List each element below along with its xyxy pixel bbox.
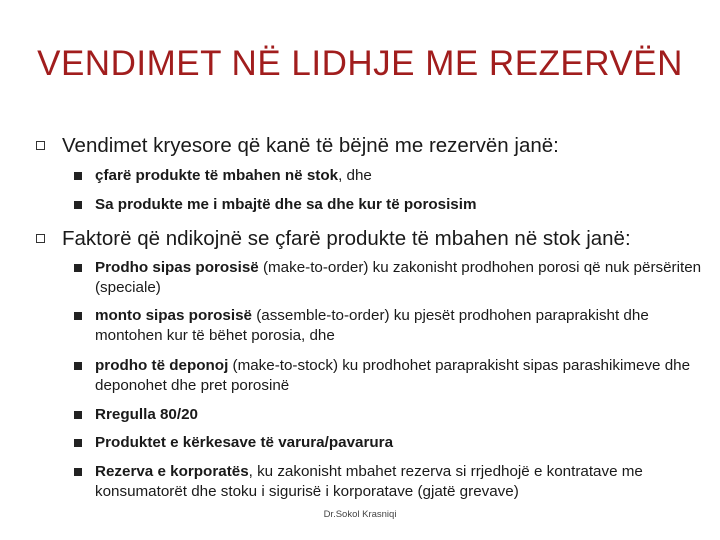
item-bold: Produktet e kërkesave të varura/pavarura <box>95 434 394 451</box>
item-rest: , ku zakonisht mbahet rezerva si rrjedhojë e kontratave me konsumatorët dhe stoku i sigurisë i korporatave (gjatë grevave) <box>95 463 643 500</box>
item-rest: (assemble-to-order) ku pjesët prodhohen paraprakisht dhe montohen kur të bëhet porosia, dhe <box>95 307 649 344</box>
section1-item-text <box>74 166 704 186</box>
section2-heading-text: Faktorë që ndikojnë se çfarë produkte të mbahen në stok janë: <box>62 227 631 250</box>
item-rest: (make-to-order) ku zakonisht prodhohen porosi që nuk përsëriten (speciale) <box>95 259 702 296</box>
section1-heading-text: Vendimet kryesore që kanë të bëjnë me rezervën janë: <box>62 134 559 157</box>
section2-item-text <box>74 405 704 425</box>
section2-item-text <box>74 306 704 345</box>
hollow-square-bullet-icon <box>36 234 45 243</box>
item-bold: Prodho sipas porosisë <box>95 259 259 276</box>
section1-heading <box>36 134 696 158</box>
footer-author: Dr.Sokol Krasniqi <box>323 509 397 520</box>
square-bullet-icon <box>74 312 82 320</box>
item-bold: Rregulla 80/20 <box>95 406 198 423</box>
item-rest: , dhe <box>338 167 372 184</box>
section1-item <box>74 195 704 215</box>
item-bold: çfarë produkte të mbahen në stok <box>95 167 339 184</box>
section2-item <box>74 433 704 453</box>
square-bullet-icon <box>74 201 82 209</box>
square-bullet-icon <box>74 362 82 370</box>
hollow-square-bullet-icon <box>36 141 45 150</box>
section2-item-text <box>74 433 704 453</box>
square-bullet-icon <box>74 439 82 447</box>
square-bullet-icon <box>74 172 82 180</box>
section1-item-text <box>74 195 704 215</box>
item-bold: Sa produkte me i mbajtë dhe sa dhe kur të porosisim <box>95 196 477 213</box>
section2-item <box>74 258 704 297</box>
section2-item-text <box>74 258 704 297</box>
section1-item <box>74 166 704 186</box>
slide-title: VENDIMET NË LIDHJE ME REZERVËN <box>37 44 683 83</box>
square-bullet-icon <box>74 264 82 272</box>
item-bold: monto sipas porosisë <box>95 307 252 324</box>
item-bold: prodho të deponoj <box>95 357 229 374</box>
section2-item-text <box>74 462 704 501</box>
section2-item <box>74 405 704 425</box>
section2-item <box>74 356 704 395</box>
section2-item <box>74 462 704 501</box>
square-bullet-icon <box>74 411 82 419</box>
item-rest: (make-to-stock) ku prodhohet paraprakisht sipas parashikimeve dhe deponohet dhe pret porosinë <box>95 357 691 394</box>
square-bullet-icon <box>74 468 82 476</box>
section2-item-text <box>74 356 704 395</box>
section2-heading <box>36 227 696 251</box>
item-bold: Rezerva e korporatës <box>95 463 249 480</box>
section2-item <box>74 306 704 345</box>
